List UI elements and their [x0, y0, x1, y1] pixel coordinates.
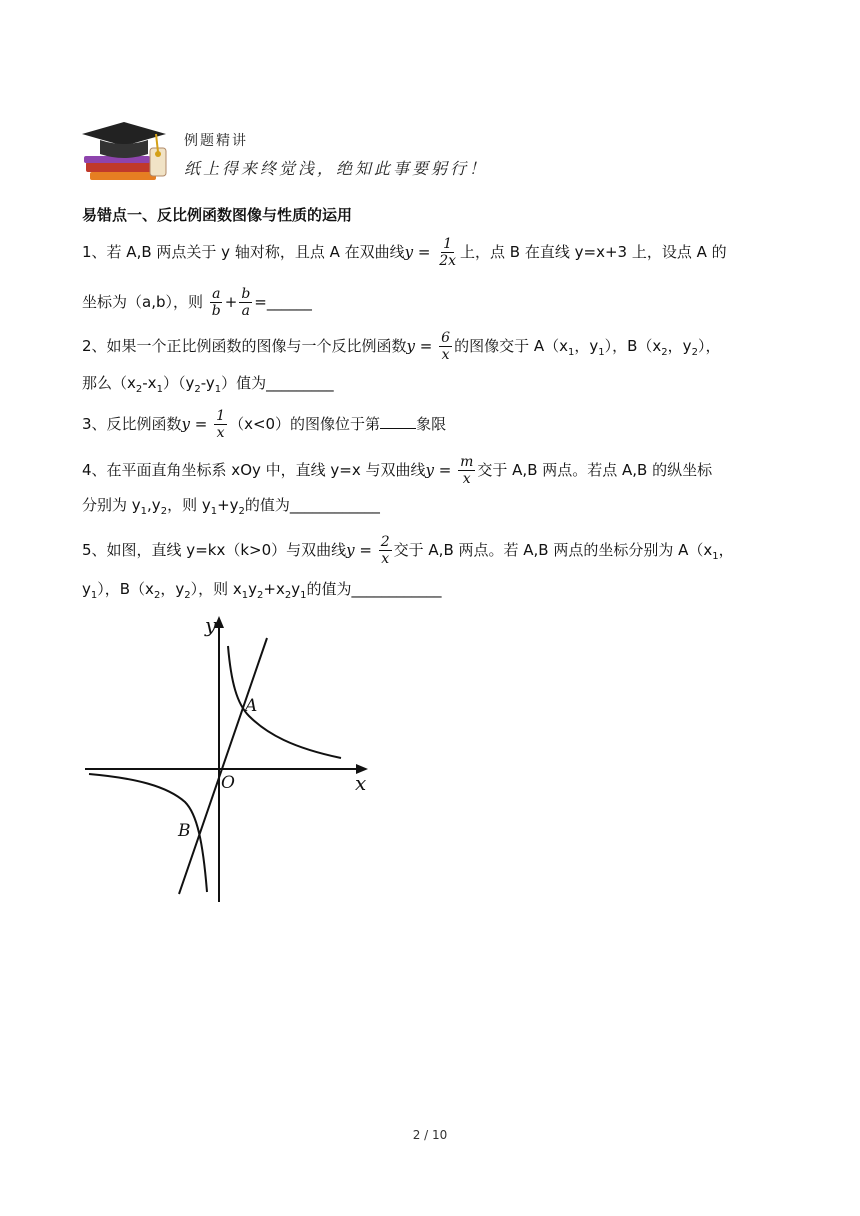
point-b-label: B — [178, 821, 191, 841]
line-y-kx — [179, 638, 267, 894]
q1-text-1: 1、若 A,B 两点关于 y 轴对称，且点 A 在双曲线 — [82, 243, 405, 261]
graduation-cap-books-icon — [80, 118, 172, 186]
q5-text-1: 5、如图，直线 y=kx（k>0）与双曲线 — [82, 541, 347, 559]
banner-title: 例题精讲 — [184, 133, 248, 149]
q5-fraction: $\frac{2}{x}$ — [380, 534, 390, 567]
x-axis-label: x — [355, 771, 367, 795]
q1-text-3: 坐标为（a,b），则 — [82, 293, 203, 311]
question-3: 3、反比例函数y = $\frac{1}{x}$ （x<0）的图像位于第 象限 — [82, 408, 447, 441]
q3-text-2: （x<0）的图像位于第 — [229, 415, 381, 433]
q2-text-2: 的图像交于 A（x — [454, 337, 568, 355]
q4-text-1: 4、在平面直角坐标系 xOy 中，直线 y=x 与双曲线 — [82, 461, 426, 479]
q3-text-1: 3、反比例函数 — [82, 415, 182, 433]
section-heading: 易错点一、反比例函数图像与性质的运用 — [82, 206, 353, 224]
q5-text-2: 交于 A,B 两点。若 A,B 两点的坐标分别为 A（x — [393, 541, 713, 559]
question-4-line-2: 分别为 $y_1,y_2$，则 $y_1+y_2$的值为____________ — [82, 496, 380, 517]
y-axis-label: y — [205, 613, 217, 637]
q3-text-3: 象限 — [416, 415, 447, 433]
q2-fraction: $\frac{6}{x}$ — [441, 330, 451, 363]
question-2-line-2: 那么$(x_2-x_1)(y_2-y_1)$值为_________ — [82, 374, 334, 395]
question-1-line-1: 1、若 A,B 两点关于 y 轴对称，且点 A 在双曲线y = $\frac{1}{2x}$ 上，点 B 在直线 y=x+3 上，设点 A 的 — [82, 236, 727, 269]
q2-text-3: 那么（x — [82, 374, 136, 392]
q3-answer-blank — [380, 414, 416, 429]
banner-subtitle: 纸上得来终觉浅，绝知此事要躬行！ — [184, 159, 489, 178]
hyperbola-line-figure — [85, 612, 385, 902]
origin-label: O — [221, 773, 235, 793]
q4-fraction: $\frac{m}{x}$ — [460, 454, 474, 487]
q1-text-2: 上，点 B 在直线 y=x+3 上，设点 A 的 — [460, 243, 727, 261]
example-banner — [80, 118, 600, 188]
question-5-line-2: $y_1$），$B(x_2$，$y_2$），则 $x_1y_2+x_2y_1$的值为____________ — [82, 580, 442, 601]
q1-fraction: $\frac{1}{2x}$ — [439, 236, 457, 269]
q1-fraction-b-over-a: $\frac{b}{a}$ — [241, 286, 251, 319]
q3-fraction: $\frac{1}{x}$ — [216, 408, 226, 441]
q4-text-3: 分别为 y — [82, 496, 141, 514]
q1-answer-blank: =______ — [254, 293, 312, 311]
question-4-line-1: 4、在平面直角坐标系 xOy 中，直线 y=x 与双曲线y = $\frac{m}{x}$ 交于 A,B 两点。若点 A,B 的纵坐标 — [82, 454, 713, 487]
q2-answer-blank: ）值为_________ — [221, 374, 334, 392]
page-number: 2 / 10 — [412, 1128, 448, 1142]
question-5-line-1: 5、如图，直线 y=kx（k>0）与双曲线y = $\frac{2}{x}$ 交于 A,B 两点。若 A,B 两点的坐标分别为 $A(x_1$， — [82, 534, 734, 567]
question-1-line-2: 坐标为（a,b），则 $\frac{a}{b}$ + $\frac{b}{a}$ =______ — [82, 286, 312, 319]
q2-text-1: 2、如果一个正比例函数的图像与一个反比例函数 — [82, 337, 407, 355]
q4-answer-blank: 的值为____________ — [244, 496, 380, 514]
q4-text-2: 交于 A,B 两点。若点 A,B 的纵坐标 — [477, 461, 713, 479]
q5-answer-blank: 的值为____________ — [306, 580, 442, 598]
question-2-line-1: 2、如果一个正比例函数的图像与一个反比例函数y = $\frac{6}{x}$ 的图像交于 $A(x_1$，$y_1$），$B(x_2$，$y_2$）， — [82, 330, 721, 363]
q1-fraction-a-over-b: $\frac{a}{b}$ — [211, 286, 221, 319]
point-a-label: A — [245, 696, 258, 716]
